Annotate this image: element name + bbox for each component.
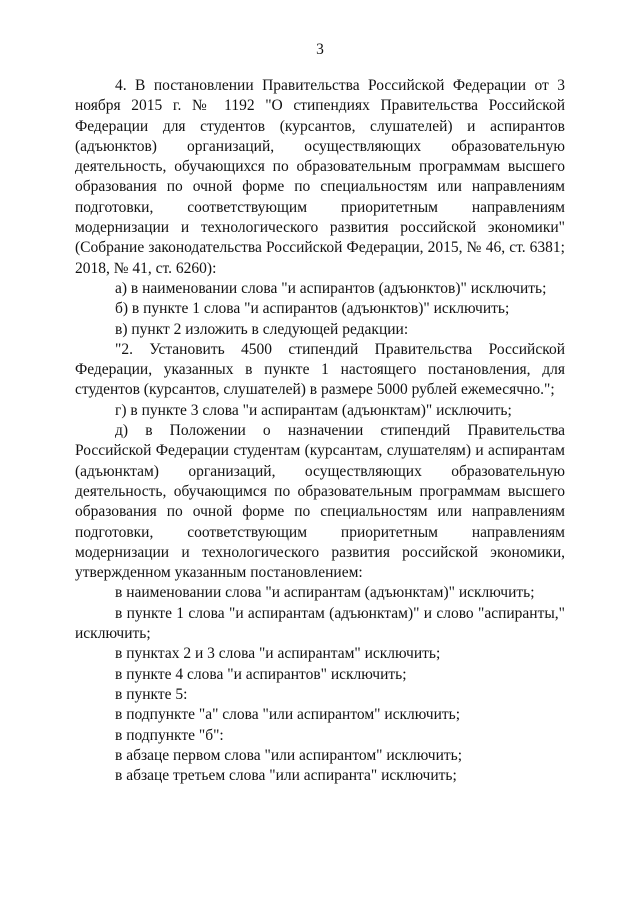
paragraph-first-clause: в абзаце первом слова "или аспирантом" исключить; <box>115 746 463 764</box>
paragraph-new-clause-2: "2. Установить 4500 стипендий Правительства Российской Федерации, указанных в пункте 1 настоящего постановления, для студентов (курсантов, слушателей) в размере 5000 рублей ежемесячно."; <box>75 340 565 399</box>
paragraph-subpoint-a: в подпункте "а" слова "или аспирантом" исключить; <box>115 706 461 724</box>
paragraph-point-1: в пункте 1 слова "и аспирантам (адъюнктам)" и слово "аспиранты," исключить; <box>75 604 565 643</box>
paragraph-third-clause: в абзаце третьем слова "или аспиранта" исключить; <box>115 767 457 785</box>
paragraph-item-a: а) в наименовании слова "и аспирантов (адъюнктов)" исключить; <box>115 279 547 297</box>
document-body <box>75 76 565 786</box>
page-number: 3 <box>316 41 324 58</box>
paragraph-point-4: в пункте 4 слова "и аспирантов" исключить; <box>115 665 407 683</box>
paragraph-item-v: в) пункт 2 изложить в следующей редакции: <box>115 320 409 338</box>
paragraph-item-g: г) в пункте 3 слова "и аспирантам (адъюнктам)" исключить; <box>115 401 512 419</box>
paragraph-item-d: д) в Положении о назначении стипендий Правительства Российской Федерации студентам (курсантам, слушателям) и аспирантам (адъюнктам) организаций, осуществляющих образовательную деятельность, обучающимся по образовательным программам высшего образования по очной форме по специальностям или направлениям подготовки, соответствующим приоритетным направлениям модернизации и технологического развития российской экономики, утвержденном указанным постановлением: <box>75 422 565 582</box>
paragraph-amendment-4: 4. В постановлении Правительства Российской Федерации от 3 ноября 2015 г. № 1192 "О стипендиях Правительства Российской Федерации для студентов (курсантов, слушателей) и аспирантов (адъюнктов) организаций, осуществляющих образовательную деятельность, обучающихся по образовательным программам высшего образования по очной форме по специальностям или направлениям подготовки, соответствующим приоритетным направлениям модернизации и технологического развития российской экономики" (Собрание законодательства Российской Федерации, 2015, № 46, ст. 6381; 2018, № 41, ст. 6260): <box>75 77 565 277</box>
paragraph-points-2-3: в пунктах 2 и 3 слова "и аспирантам" исключить; <box>115 645 441 663</box>
paragraph-title-change: в наименовании слова "и аспирантам (адъюнктам)" исключить; <box>115 584 535 602</box>
paragraph-item-b: б) в пункте 1 слова "и аспирантов (адъюнктов)" исключить; <box>115 300 510 318</box>
paragraph-point-5: в пункте 5: <box>115 685 188 703</box>
paragraph-subpoint-b: в подпункте "б": <box>115 726 224 744</box>
